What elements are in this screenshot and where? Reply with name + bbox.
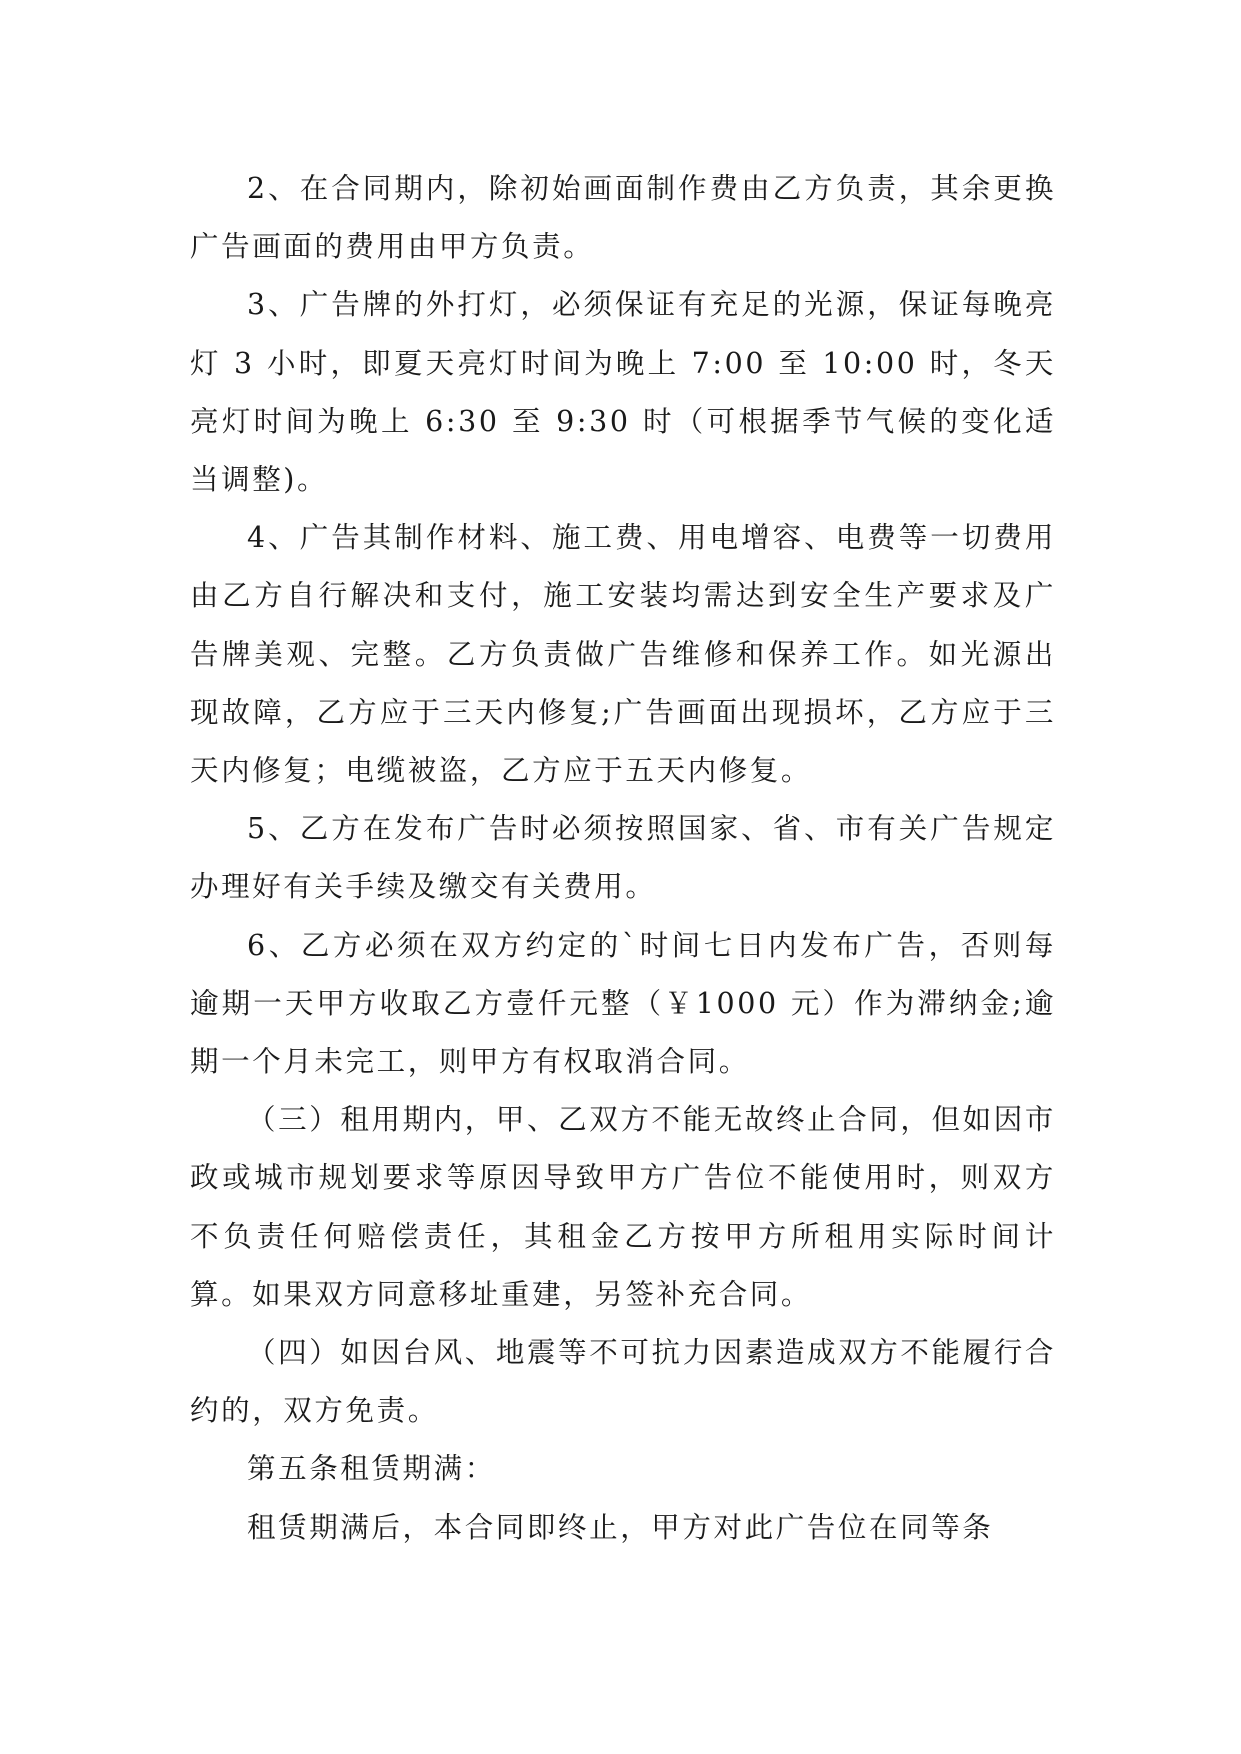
paragraph-article-5-body: 租赁期满后，本合同即终止，甲方对此广告位在同等条 — [247, 1510, 994, 1544]
paragraph-clause-6: 6、乙方必须在双方约定的`时间七日内发布广告，否则每逾期一天甲方收取乙方壹仟元整（￥1000 元）作为滞纳金;逾期一个月未完工，则甲方有权取消合同。 — [190, 928, 1056, 1079]
paragraph-clause-2: 2、在合同期内，除初始画面制作费由乙方负责，其余更换广告画面的费用由甲方负责。 — [190, 172, 1056, 264]
paragraph-section-4: （四）如因台风、地震等不可抗力因素造成双方不能履行合约的，双方免责。 — [190, 1336, 1056, 1428]
paragraph-clause-4: 4、广告其制作材料、施工费、用电增容、电费等一切费用由乙方自行解决和支付，施工安装均需达到安全生产要求及广告牌美观、完整。乙方负责做广告维修和保养工作。如光源出现故障，乙方应于三天内修复;广告画面出现损坏，乙方应于三天内修复；电缆被盗，乙方应于五天内修复。 — [190, 521, 1056, 788]
document-body — [190, 160, 1056, 1557]
paragraph-clause-5: 5、乙方在发布广告时必须按照国家、省、市有关广告规定办理好有关手续及缴交有关费用。 — [190, 812, 1056, 904]
paragraph-clause-3: 3、广告牌的外打灯，必须保证有充足的光源，保证每晚亮灯 3 小时，即夏天亮灯时间为晚上 7:00 至 10:00 时，冬天亮灯时间为晚上 6:30 至 9:30 时（可根据季节气候的变化适当调整)。 — [190, 288, 1056, 497]
paragraph-section-3: （三）租用期内，甲、乙双方不能无故终止合同，但如因市政或城市规划要求等原因导致甲方广告位不能使用时，则双方不负责任何赔偿责任，其租金乙方按甲方所租用实际时间计算。如果双方同意移址重建，另签补充合同。 — [190, 1103, 1056, 1311]
article-5-heading: 第五条租赁期满： — [247, 1452, 496, 1486]
